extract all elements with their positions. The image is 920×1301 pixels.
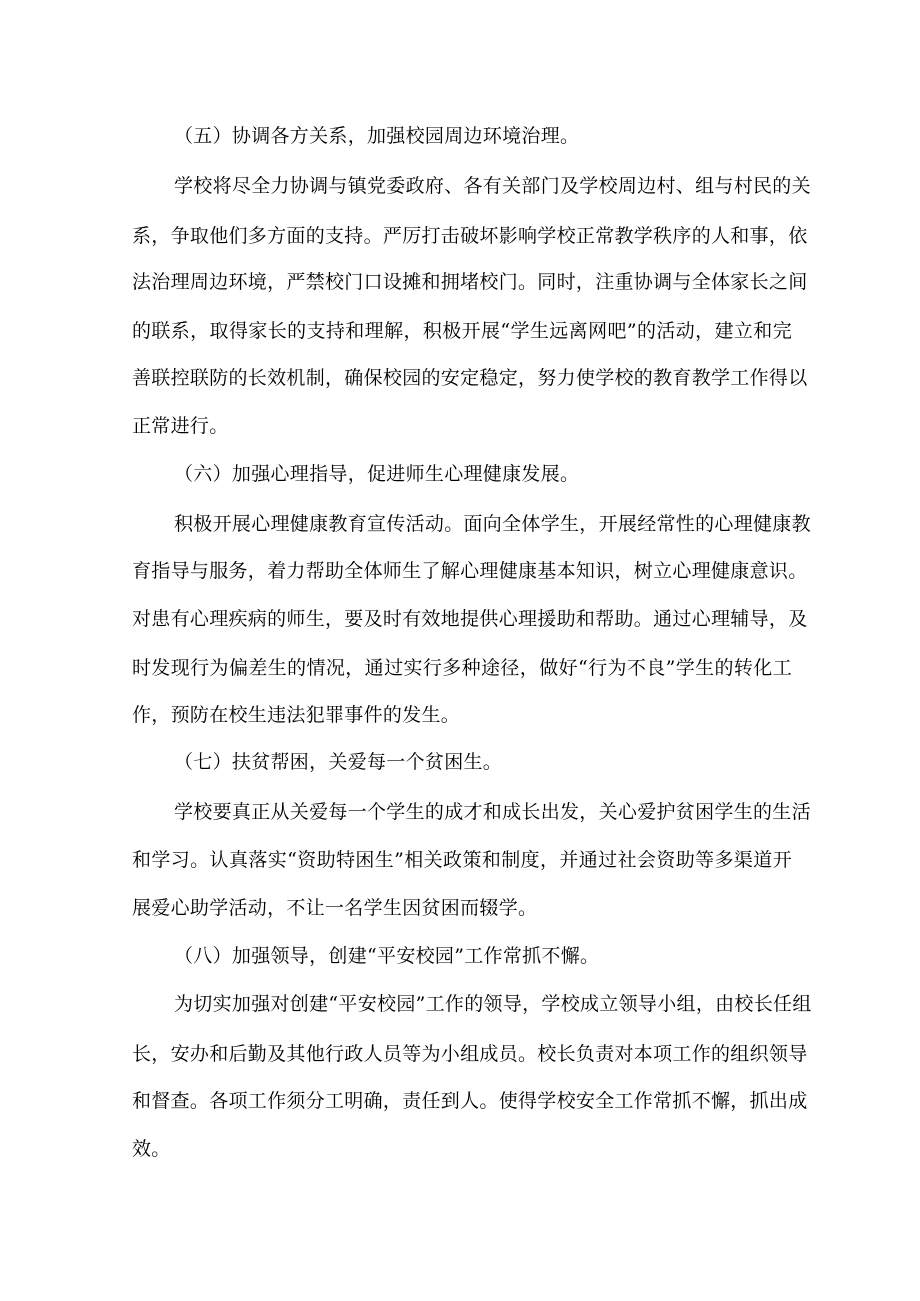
section-6-line: 育指导与服务，着力帮助全体师生了解心理健康基本知识，树立心理健康意识。 <box>132 560 808 582</box>
section-7-line: 展爱心助学活动，不让一名学生因贫困而辍学。 <box>132 897 538 919</box>
section-5-line: 法治理周边环境，严禁校门口设摊和拥堵校门。同时，注重协调与全体家长之间 <box>132 271 808 293</box>
section-6-line: 对患有心理疾病的师生，要及时有效地提供心理援助和帮助。通过心理辅导，及 <box>132 608 808 630</box>
section-8-heading: （八）加强领导，创建“平安校园”工作常抓不懈。 <box>174 945 600 967</box>
section-5-line: 正常进行。 <box>132 415 229 437</box>
section-8-line: 效。 <box>132 1138 171 1160</box>
section-8-line: 和督查。各项工作须分工明确，责任到人。使得学校安全工作常抓不懈，抓出成 <box>132 1090 808 1112</box>
section-5-heading: （五）协调各方关系，加强校园周边环境治理。 <box>174 125 580 147</box>
section-5-line: 的联系，取得家长的支持和理解，积极开展“学生远离网吧”的活动，建立和完 <box>132 320 792 342</box>
section-6-heading: （六）加强心理指导，促进师生心理健康发展。 <box>174 463 580 485</box>
section-7-line: 和学习。认真落实“资助特困生”相关政策和制度，并通过社会资助等多渠道开 <box>132 849 792 871</box>
section-5-line: 善联控联防的长效机制，确保校园的安定稳定，努力使学校的教育教学工作得以 <box>132 367 808 389</box>
section-6-line: 积极开展心理健康教育宣传活动。面向全体学生，开展经常性的心理健康教 <box>174 513 811 535</box>
section-6-line: 作，预防在校生违法犯罪事件的发生。 <box>132 704 461 726</box>
section-8-line: 为切实加强对创建“平安校园”工作的领导，学校成立领导小组，由校长任组 <box>174 993 812 1015</box>
section-7-line: 学校要真正从关爱每一个学生的成才和成长出发，关心爱护贫困学生的生活 <box>174 801 811 823</box>
section-5-line: 学校将尽全力协调与镇党委政府、各有关部门及学校周边村、组与村民的关 <box>174 175 811 197</box>
section-6-line: 时发现行为偏差生的情况，通过实行多种途径，做好“行为不良”学生的转化工 <box>132 657 792 679</box>
section-7-heading: （七）扶贫帮困，关爱每一个贫困生。 <box>174 751 503 773</box>
section-5-line: 系，争取他们多方面的支持。严厉打击破坏影响学校正常教学秩序的人和事，依 <box>132 225 808 247</box>
section-8-line: 长，安办和后勤及其他行政人员等为小组成员。校长负责对本项工作的组织领导 <box>132 1043 808 1065</box>
